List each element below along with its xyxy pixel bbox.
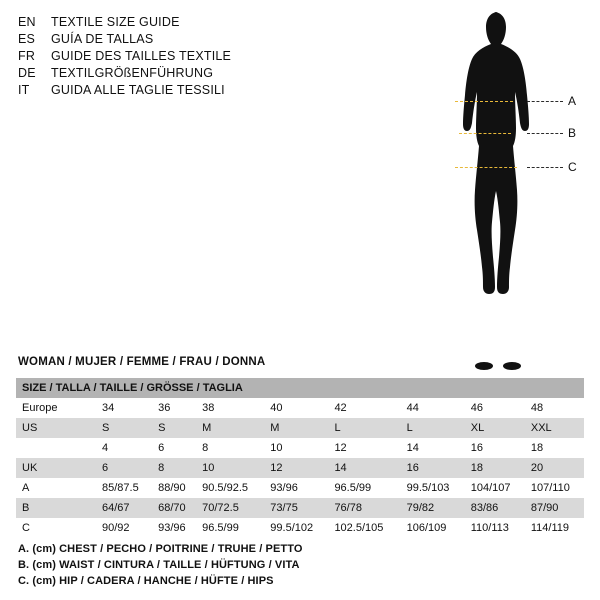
cell: XL <box>465 418 525 438</box>
row-label: B <box>16 498 96 518</box>
language-row <box>18 65 318 82</box>
cell: S <box>96 418 152 438</box>
size-table <box>16 378 584 538</box>
cell: 79/82 <box>401 498 465 518</box>
table-header-label: SIZE / TALLA / TAILLE / GRÖSSE / TAGLIA <box>16 378 584 398</box>
language-text: GUIDA ALLE TAGLIE TESSILI <box>51 83 225 97</box>
legend-line-b: B. (cm) WAIST / CINTURA / TAILLE / HÜFTUNG / VITA <box>18 559 300 571</box>
guide-label-a: A <box>568 94 577 108</box>
language-row <box>18 31 318 48</box>
table-row <box>16 518 584 538</box>
cell: 42 <box>328 398 400 418</box>
cell: 34 <box>96 398 152 418</box>
guide-line-a-black <box>527 101 563 102</box>
cell: 10 <box>196 458 264 478</box>
female-silhouette-icon <box>420 8 590 373</box>
cell: 12 <box>264 458 328 478</box>
cell: 99.5/103 <box>401 478 465 498</box>
language-text: TEXTILGRÖßENFÜHRUNG <box>51 66 214 80</box>
cell: 90/92 <box>96 518 152 538</box>
cell: 73/75 <box>264 498 328 518</box>
language-code: FR <box>18 49 36 63</box>
table-row <box>16 458 584 478</box>
cell: 110/113 <box>465 518 525 538</box>
guide-line-b-black <box>527 133 563 134</box>
guide-line-c-black <box>527 167 563 168</box>
cell: 6 <box>152 438 196 458</box>
cell: L <box>328 418 400 438</box>
row-label: C <box>16 518 96 538</box>
cell: 18 <box>525 438 584 458</box>
cell: 8 <box>196 438 264 458</box>
language-text: GUÍA DE TALLAS <box>51 32 154 46</box>
cell: 88/90 <box>152 478 196 498</box>
language-code: ES <box>18 32 36 46</box>
cell: 46 <box>465 398 525 418</box>
cell: 48 <box>525 398 584 418</box>
cell: 16 <box>465 438 525 458</box>
cell: 114/119 <box>525 518 584 538</box>
guide-line-b-yellow <box>459 133 511 134</box>
measurement-legend <box>18 541 303 589</box>
cell: 14 <box>401 438 465 458</box>
legend-line-c: C. (cm) HIP / CADERA / HANCHE / HÜFTE / HIPS <box>18 575 274 587</box>
cell: 40 <box>264 398 328 418</box>
cell: 44 <box>401 398 465 418</box>
language-text: GUIDE DES TAILLES TEXTILE <box>51 49 232 63</box>
cell: 93/96 <box>264 478 328 498</box>
cell: 70/72.5 <box>196 498 264 518</box>
cell: 104/107 <box>465 478 525 498</box>
guide-line-a-yellow <box>455 101 513 102</box>
cell: 90.5/92.5 <box>196 478 264 498</box>
cell: 64/67 <box>96 498 152 518</box>
table-row <box>16 398 584 418</box>
row-label: A <box>16 478 96 498</box>
row-label: US <box>16 418 96 438</box>
guide-line-c-yellow <box>455 167 517 168</box>
cell: S <box>152 418 196 438</box>
language-row <box>18 14 318 31</box>
cell: 93/96 <box>152 518 196 538</box>
cell: 12 <box>328 438 400 458</box>
table-row <box>16 418 584 438</box>
table-header-row <box>16 378 584 398</box>
language-text: TEXTILE SIZE GUIDE <box>51 15 180 29</box>
language-code: EN <box>18 15 36 29</box>
cell: 18 <box>465 458 525 478</box>
cell: 10 <box>264 438 328 458</box>
cell: 96.5/99 <box>196 518 264 538</box>
language-header-block <box>18 14 318 99</box>
table-caption: WOMAN / MUJER / FEMME / FRAU / DONNA <box>18 356 266 368</box>
cell: 102.5/105 <box>328 518 400 538</box>
cell: 68/70 <box>152 498 196 518</box>
table-row <box>16 498 584 518</box>
language-code: IT <box>18 83 30 97</box>
cell: 14 <box>328 458 400 478</box>
cell: 83/86 <box>465 498 525 518</box>
language-row <box>18 48 318 65</box>
row-label: UK <box>16 458 96 478</box>
language-row <box>18 82 318 99</box>
cell: 4 <box>96 438 152 458</box>
cell: 96.5/99 <box>328 478 400 498</box>
cell: 85/87.5 <box>96 478 152 498</box>
guide-label-b: B <box>568 126 577 140</box>
cell: M <box>264 418 328 438</box>
cell: 107/110 <box>525 478 584 498</box>
cell: 76/78 <box>328 498 400 518</box>
language-code: DE <box>18 66 36 80</box>
cell: 99.5/102 <box>264 518 328 538</box>
cell: L <box>401 418 465 438</box>
cell: 16 <box>401 458 465 478</box>
row-label <box>16 438 96 458</box>
guide-label-c: C <box>568 160 577 174</box>
table-row <box>16 478 584 498</box>
female-body-figure <box>420 8 590 373</box>
cell: 38 <box>196 398 264 418</box>
table-row <box>16 438 584 458</box>
cell: 87/90 <box>525 498 584 518</box>
legend-line-a: A. (cm) CHEST / PECHO / POITRINE / TRUHE / PETTO <box>18 543 303 555</box>
cell: M <box>196 418 264 438</box>
cell: XXL <box>525 418 584 438</box>
cell: 36 <box>152 398 196 418</box>
cell: 106/109 <box>401 518 465 538</box>
cell: 6 <box>96 458 152 478</box>
cell: 8 <box>152 458 196 478</box>
cell: 20 <box>525 458 584 478</box>
row-label: Europe <box>16 398 96 418</box>
